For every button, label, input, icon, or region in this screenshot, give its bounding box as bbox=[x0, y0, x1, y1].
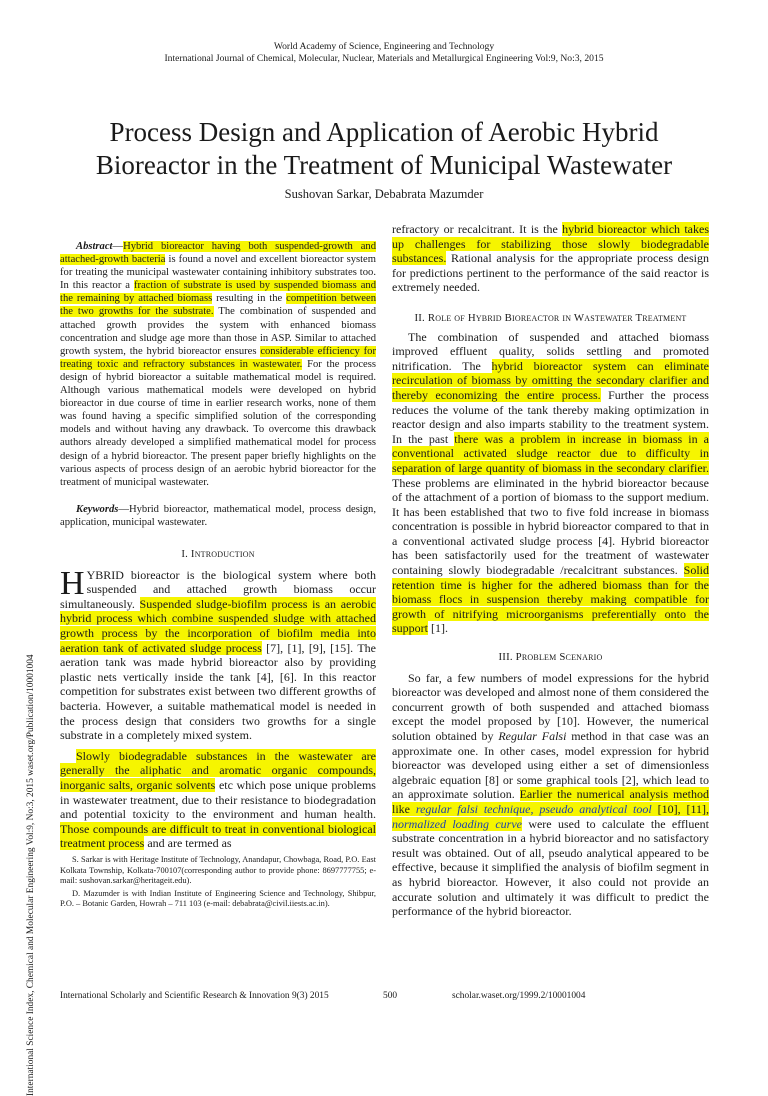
body-text: The combination of suspended and attached biomass improved effluent quality, solids settling and promoted nitrification. The bbox=[392, 329, 709, 373]
highlight: there was a problem in increase in biomass in a conventional activated sludge reactor due to difficulty in separation of large quantity of biomass in the secondary clarifier. bbox=[392, 431, 709, 475]
body-text: Further the process reduces the volume of the tank thereby making optimization in reactor design and also imparts stability to the treatment system. In the past bbox=[392, 387, 709, 446]
title-line-2: Bioreactor in the Treatment of Municipal Wastewater bbox=[95, 150, 673, 180]
highlight: Hybrid bioreactor having both suspended-growth and attached-growth bacteria bbox=[60, 241, 376, 266]
body-text: were used to calculate the effluent substrate concentration in a hybrid bioreactor and no satisfactory result was obtained. Out of all, pseudo analytical appeared to be effective, because it simplified the analysis of biofilm segment in as hybrid bioreactor. However, it also could not provide an accurate solution and ultimately it was difficult to predict the performance of the hybrid bioreactor. bbox=[392, 816, 709, 919]
highlight: considerable efficiency for treating toxic and refractory substances in wastewater. bbox=[60, 345, 376, 370]
intro-paragraph-2 bbox=[60, 749, 376, 851]
footnote-2: D. Mazumder is with Indian Institute of Engineering Science and Technology, Shibpur, P.O. – Botanic Garden, Howrah – 711 103 (e-mail: debabrata@civil.iiests.ac.in). bbox=[60, 888, 376, 909]
keywords-text: Hybrid bioreactor, mathematical model, process design, application, municipal wastewater. bbox=[60, 503, 376, 528]
highlight: [10], [11], bbox=[651, 801, 709, 816]
abstract-text: resulting in the bbox=[212, 293, 287, 305]
abstract-text: For the process design of hybrid bioreactor a suitable mathematical model is required. Although various mathematical models were developed on hybrid bioreactor in due course of time in earlier research works, none of them was found having a specific simplified solution of the corresponding models and without having any drawback. To overcome this drawback authors already developed a simplified mathematical model for process design of a hybrid bioreactor. The present paper briefly highlights on the various aspects of process design of an aerobic hybrid bioreactor for the treatment of municipal wastewater. bbox=[60, 358, 376, 488]
abstract-paragraph bbox=[60, 240, 376, 489]
abstract-label: Abstract bbox=[76, 241, 113, 252]
page-number: 500 bbox=[383, 991, 398, 1001]
body-text: These problems are eliminated in the hybrid bioreactor because of the attachment of a portion of biomass to the support medium. It has been established that two to five fold increase in biomass concentration is possible in hybrid bioreactor compared to that in a conventional activated sludge process [4]. Hybrid bioreactor has been satisfactorily used for the treatment of wastewater containing slowly biodegradable /recalcitrant substances. bbox=[392, 475, 709, 578]
role-paragraph bbox=[392, 330, 709, 636]
intro-text: YBRID bioreactor is the biological system where both suspended and attached growth biomass occur simultaneously. bbox=[60, 567, 376, 611]
highlight-italic-term: normalized loading curve bbox=[392, 816, 522, 831]
right-column bbox=[392, 222, 709, 919]
highlight: fraction of substrate is used by suspended biomass and the remaining by attached biomass bbox=[60, 280, 376, 305]
authors: Sushovan Sarkar, Debabrata Mazumder bbox=[284, 187, 484, 201]
footer-publisher: International Scholarly and Scientific Research & Innovation 9(3) 2015 bbox=[60, 991, 329, 1001]
title-line-1: Process Design and Application of Aerobic Hybrid bbox=[109, 117, 659, 147]
body-text: method in that case was an approximate one. In other cases, model expression for hybrid bioreactor was developed using either a set of dimensionless algebraic equation [8] or some graphical tools [2], which lead to an approximate solution. bbox=[392, 729, 710, 802]
body-text: refractory or recalcitrant. It is the bbox=[392, 222, 563, 236]
abstract-text: is found a novel and excellent bioreactor system for treating the municipal wastewater containing inhibitory substrates too. In this reactor a bbox=[60, 254, 376, 292]
section-heading-role: II. Role of Hybrid Bioreactor in Wastewater Treatment bbox=[414, 311, 687, 324]
highlight: hybrid bioreactor system can eliminate recirculation of biomass by omitting the secondary clarifier and thereby economizing the entire process. bbox=[392, 358, 709, 402]
drop-cap: H bbox=[60, 564, 85, 602]
highlight: competition between the two growths for the substrate. bbox=[60, 293, 376, 318]
footnotes bbox=[60, 855, 376, 912]
highlight: hybrid bioreactor which takes up challenges for stabilizing those slowly biodegradable substances. bbox=[392, 222, 710, 266]
highlight: Solid retention time is higher for the adhered biomass than for the biomass flocs in suspension thereby making compatible for growth of nitrifying microorganisms preferentially onto the support bbox=[392, 563, 709, 636]
body-text: Rational analysis for the appropriate process design for predictions pertinent to the performance of the said reactor is extremely needed. bbox=[392, 251, 709, 295]
keywords-label: Keywords bbox=[76, 503, 119, 515]
paper-title bbox=[20, 116, 748, 182]
highlight: Those compounds are difficult to treat in conventional biological treatment process bbox=[60, 821, 376, 851]
highlight: Slowly biodegradable substances in the wastewater are generally the aliphatic and aromatic organic compounds, inorganic salts, organic solvents bbox=[60, 748, 376, 792]
introduction-section bbox=[60, 537, 376, 851]
footnote-1: S. Sarkar is with Heritage Institute of Technology, Anandapur, Chowbaga, Road, P.O. East Kolkata Township, Kolkata-700107(corresponding author to provide phone: 8697777755; e-mail: sushovan.sarkar@heritageit.edu). bbox=[60, 855, 376, 886]
intro-text: and are termed as bbox=[144, 836, 232, 851]
abstract-section bbox=[60, 240, 376, 529]
section-heading-introduction: I. Introduction bbox=[181, 548, 255, 560]
italic-term: Regular Falsi bbox=[498, 729, 567, 743]
problem-paragraph bbox=[392, 671, 709, 919]
journal-header-line1: World Academy of Science, Engineering and Technology bbox=[273, 41, 495, 52]
keywords-dash: — bbox=[118, 503, 129, 515]
footer-url[interactable]: scholar.waset.org/1999.2/10001004 bbox=[452, 991, 586, 1001]
abstract-dash: — bbox=[112, 241, 124, 252]
side-citation: International Science Index, Chemical and Molecular Engineering Vol:9, No:3, 2015 waset.org/Publication/10001004 bbox=[26, 654, 36, 1096]
highlight: Suspended sludge-biofilm process is an aerobic hybrid process which combine suspended sludge with attached growth process by the incorporation of biofilm media into aeration tank of activated sludge process bbox=[60, 596, 377, 655]
abstract-text: The combination of suspended and attached growth provides the system with enhanced biomass concentration and sludge age more than those in ASP. Similar to attached growth system, the hybrid bioreactor ensures bbox=[60, 306, 377, 357]
highlight: Earlier the numerical analysis method like bbox=[392, 787, 710, 816]
intro-text: [7], [1], [9], [15]. The aeration tank was made hybrid bioreactor also by providing plastic nets vertically inside the tank [4], [6]. In this reactor competition for substrates exist between two different growths of bacteria. However, a suitable mathematical model is needed in the process design that considers two growths for a single substrate in a completely mixed system. bbox=[60, 640, 376, 743]
journal-header-line2: International Journal of Chemical, Molecular, Nuclear, Materials and Metallurgical Engineering Vol:9, No:3, 2015 bbox=[164, 53, 604, 64]
intro-paragraph-1 bbox=[60, 564, 377, 743]
intro-text: etc which pose unique problems in wastewater treatment, due to their resistance to biodegradation and potential toxicity to the environment and human health. bbox=[60, 777, 376, 822]
body-text: So far, a few numbers of model expressions for the hybrid bioreactor was developed and almost none of them considered the concurrent growth of both suspended and attached biomass except the model proposed by [10]. However, the numerical solution obtained by bbox=[392, 670, 709, 743]
keywords-paragraph bbox=[60, 503, 376, 529]
body-text: [1]. bbox=[428, 621, 448, 636]
highlight-italic-term: regular falsi technique, pseudo analytical tool bbox=[415, 801, 652, 816]
section-heading-problem: III. Problem Scenario bbox=[498, 651, 603, 664]
continued-paragraph bbox=[392, 222, 709, 295]
